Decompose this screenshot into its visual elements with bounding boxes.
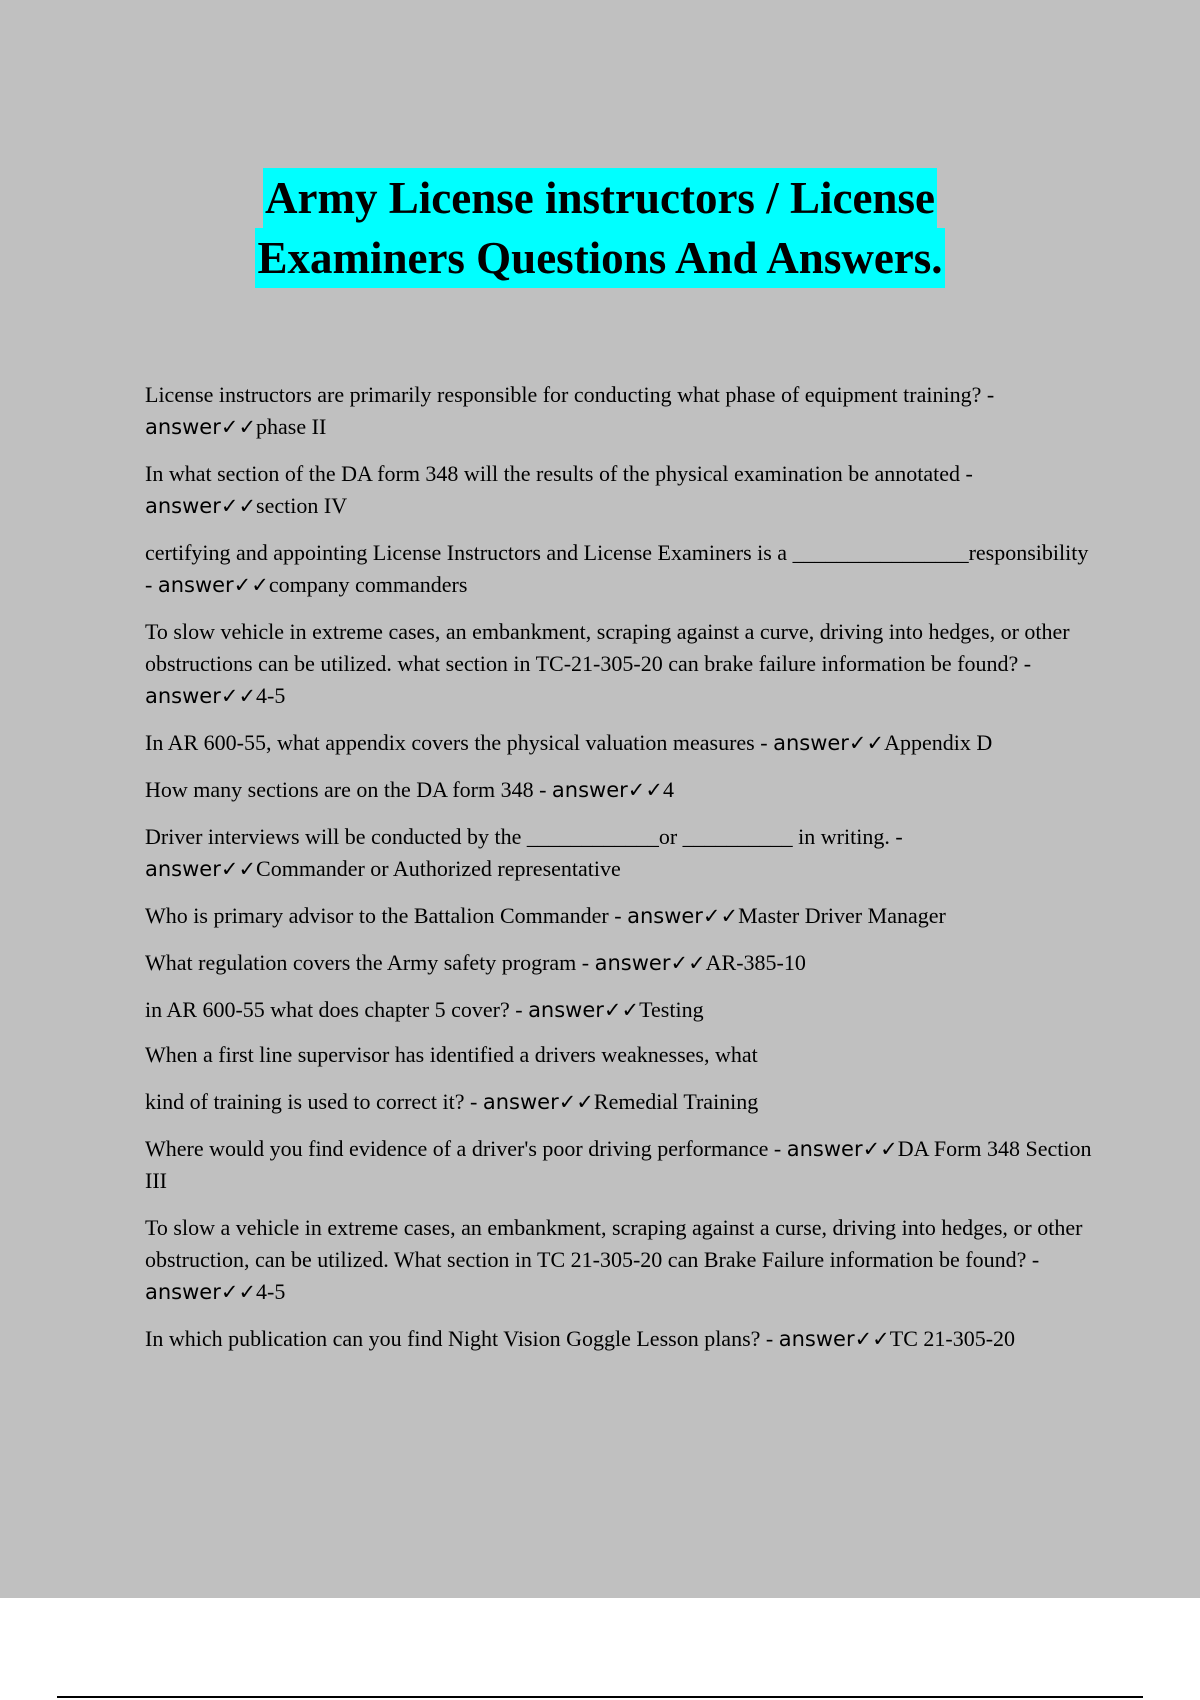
answer-text: TC 21-305-20 bbox=[889, 1326, 1016, 1351]
answer-text: 4-5 bbox=[256, 683, 286, 708]
document-title bbox=[0, 168, 1200, 288]
answer-marker: answer✓✓ bbox=[482, 1090, 594, 1114]
answer-text: 4-5 bbox=[256, 1279, 286, 1304]
qa-item bbox=[145, 774, 1095, 806]
answer-marker: answer✓✓ bbox=[145, 494, 257, 518]
qa-item bbox=[145, 1039, 1095, 1071]
answer-text: company commanders bbox=[268, 572, 468, 597]
qa-item bbox=[145, 994, 1095, 1026]
answer-marker: answer✓✓ bbox=[145, 1280, 257, 1304]
answer-marker: answer✓✓ bbox=[145, 684, 257, 708]
answer-text: DA Form 348 Section III bbox=[145, 1136, 1092, 1193]
answer-text: Master Driver Manager bbox=[738, 903, 946, 928]
qa-item bbox=[145, 1086, 1095, 1118]
answer-text: Remedial Training bbox=[593, 1089, 759, 1114]
page-divider bbox=[57, 1696, 1143, 1698]
answer-marker: answer✓✓ bbox=[786, 1137, 898, 1161]
question-text: To slow vehicle in extreme cases, an embankment, scraping against a curve, driving into hedges, or other obstructions can be utilized. what section in TC-21-305-20 can brake failure information be found? - bbox=[145, 619, 1070, 676]
question-text: certifying and appointing License Instructors and License Examiners is a ________________responsibility - bbox=[145, 540, 1089, 597]
question-text: In what section of the DA form 348 will the results of the physical examination be annotated - bbox=[145, 461, 973, 486]
qa-item bbox=[145, 1212, 1095, 1308]
answer-text: Commander or Authorized representative bbox=[256, 856, 621, 881]
qa-item bbox=[145, 1323, 1095, 1355]
question-text: In AR 600-55, what appendix covers the physical valuation measures - bbox=[145, 730, 768, 755]
answer-text: phase II bbox=[256, 414, 327, 439]
answer-marker: answer✓✓ bbox=[778, 1327, 890, 1351]
question-text: In which publication can you find Night Vision Goggle Lesson plans? - bbox=[145, 1326, 774, 1351]
question-text: in AR 600-55 what does chapter 5 cover? - bbox=[145, 997, 523, 1022]
question-text: kind of training is used to correct it? - bbox=[145, 1089, 478, 1114]
qa-item bbox=[145, 616, 1095, 712]
answer-marker: answer✓✓ bbox=[528, 998, 640, 1022]
answer-marker: answer✓✓ bbox=[551, 778, 663, 802]
question-text: Driver interviews will be conducted by the ____________or __________ in writing. - bbox=[145, 824, 903, 849]
answer-text: Appendix D bbox=[884, 730, 993, 755]
question-text: To slow a vehicle in extreme cases, an embankment, scraping against a curse, driving into hedges, or other obstruction, can be utilized. What section in TC 21-305-20 can Brake Failure information be found? - bbox=[145, 1215, 1083, 1272]
title-line-2: Examiners Questions And Answers. bbox=[255, 228, 944, 288]
qa-item bbox=[145, 947, 1095, 979]
qa-list bbox=[145, 379, 1095, 1370]
answer-marker: answer✓✓ bbox=[773, 731, 885, 755]
answer-text: section IV bbox=[256, 493, 348, 518]
answer-marker: answer✓✓ bbox=[157, 573, 269, 597]
answer-marker: answer✓✓ bbox=[145, 857, 257, 881]
question-text: Who is primary advisor to the Battalion Commander - bbox=[145, 903, 622, 928]
qa-item bbox=[145, 727, 1095, 759]
qa-item bbox=[145, 537, 1095, 601]
answer-text: Testing bbox=[639, 997, 704, 1022]
question-text: License instructors are primarily responsible for conducting what phase of equipment training? - bbox=[145, 382, 995, 407]
answer-marker: answer✓✓ bbox=[627, 904, 739, 928]
answer-marker: answer✓✓ bbox=[594, 951, 706, 975]
answer-text: 4 bbox=[662, 777, 674, 802]
question-text: When a first line supervisor has identified a drivers weaknesses, what bbox=[145, 1042, 758, 1067]
qa-item bbox=[145, 379, 1095, 443]
question-text: How many sections are on the DA form 348 - bbox=[145, 777, 547, 802]
answer-marker: answer✓✓ bbox=[145, 415, 257, 439]
question-text: Where would you find evidence of a driver's poor driving performance - bbox=[145, 1136, 782, 1161]
title-line-1: Army License instructors / License bbox=[263, 168, 937, 228]
qa-item bbox=[145, 458, 1095, 522]
answer-text: AR-385-10 bbox=[705, 950, 806, 975]
qa-item bbox=[145, 1133, 1095, 1197]
qa-item bbox=[145, 821, 1095, 885]
question-text: What regulation covers the Army safety program - bbox=[145, 950, 590, 975]
qa-item bbox=[145, 900, 1095, 932]
